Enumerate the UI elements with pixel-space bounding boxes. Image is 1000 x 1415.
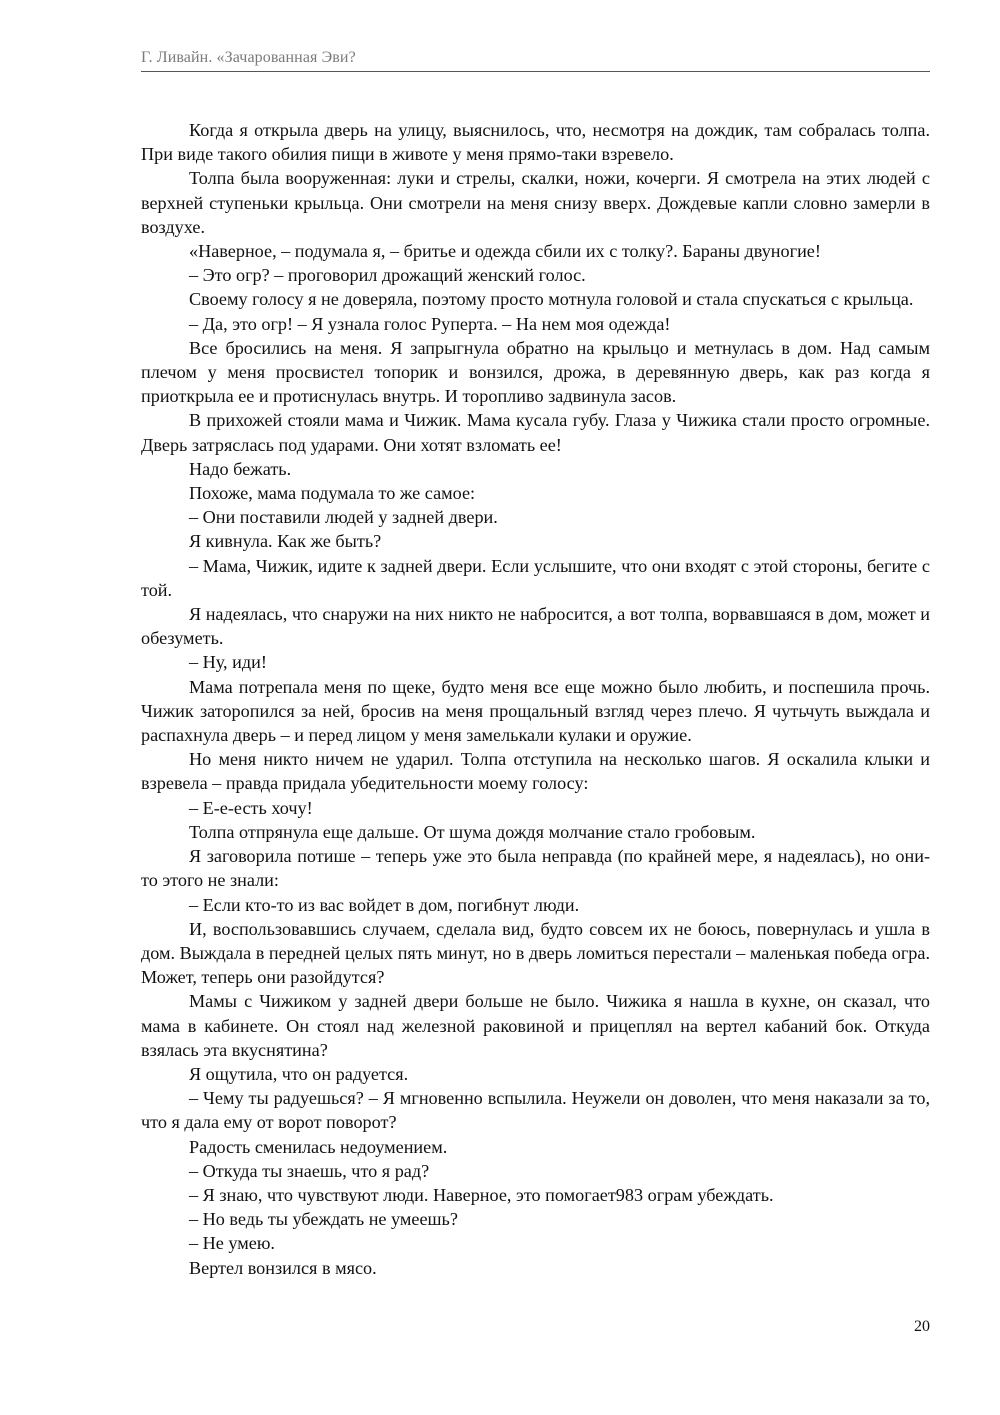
paragraph: – Они поставили людей у задней двери.: [189, 507, 498, 528]
paragraph: – Ну, иди!: [189, 652, 267, 673]
paragraph: – Если кто-то из вас войдет в дом, погибнут люди.: [189, 894, 580, 915]
paragraph: – Откуда ты знаешь, что я рад?: [189, 1160, 430, 1181]
paragraph: Вертел вонзился в мясо.: [189, 1257, 377, 1278]
paragraph: – Е-е-есть хочу!: [189, 797, 313, 818]
running-title: Г. Ливайн. «Зачарованная Эви?: [141, 49, 356, 66]
running-header: [141, 49, 930, 72]
paragraph: Я надеялась, что снаружи на них никто не набросится, а вот толпа, ворвавшаяся в дом, может и обезуметь.: [141, 604, 930, 649]
paragraph: Я кивнула. Как же быть?: [189, 531, 382, 552]
paragraph: Толпа была вооруженная: луки и стрелы, скалки, ножи, кочерги. Я смотрела на этих людей с верхней ступеньки крыльца. Они смотрели на меня снизу вверх. Дождевые капли словно замерли в воздухе.: [141, 168, 930, 237]
paragraph: Я ощутила, что он радуется.: [189, 1063, 409, 1084]
paragraph: Когда я открыла дверь на улицу, выяснилось, что, несмотря на дождик, там собралась толпа. При виде такого обилия пищи в животе у меня прямо-таки взревело.: [141, 120, 930, 165]
paragraph: В прихожей стояли мама и Чижик. Мама кусала губу. Глаза у Чижика стали просто огромные. Дверь затряслась под ударами. Они хотят взломать ее!: [141, 410, 930, 455]
paragraph: Похоже, мама подумала то же самое:: [189, 483, 476, 504]
paragraph: – Чему ты радуешься? – Я мгновенно вспылила. Неужели он доволен, что меня наказали за то, что я дала ему от ворот поворот?: [141, 1088, 930, 1133]
paragraph: Мамы с Чижиком у задней двери больше не было. Чижика я нашла в кухне, он сказал, что мама в кабинете. Он стоял над железной раковиной и прицеплял на вертел кабаний бок. Откуда взялась эта вкуснятина?: [141, 991, 930, 1060]
paragraph: – Да, это огр! – Я узнала голос Руперта. – На нем моя одежда!: [189, 313, 671, 334]
paragraph: Но меня никто ничем не ударил. Толпа отступила на несколько шагов. Я оскалила клыки и взревела – правда придала убедительности моему голосу:: [141, 749, 930, 794]
paragraph: Мама потрепала меня по щеке, будто меня все еще можно было любить, и поспешила прочь. Чижик заторопился за ней, бросив на меня прощальный взгляд через плечо. Я чутьчуть выждала и распахнула дверь – и перед лицом у меня замелькали кулаки и оружие.: [141, 676, 930, 746]
paragraph: Все бросились на меня. Я запрыгнула обратно на крыльцо и метнулась в дом. Над самым плечом у меня просвистел топорик и вонзился, дрожа, в деревянную дверь, как раз когда я приоткрыла ее и протиснулась внутрь. И торопливо задвинула засов.: [141, 337, 930, 407]
paragraph: – Я знаю, что чувствуют люди. Наверное, это помогает983 ограм убеждать.: [189, 1184, 774, 1205]
paragraph: – Но ведь ты убеждать не умеешь?: [189, 1209, 458, 1230]
body-text: [141, 118, 930, 1280]
page-number: 20: [914, 1318, 930, 1335]
paragraph: – Это огр? – проговорил дрожащий женский голос.: [189, 265, 586, 286]
paragraph: Толпа отпрянула еще дальше. От шума дождя молчание стало гробовым.: [189, 821, 756, 842]
paragraph: Радость сменилась недоумением.: [189, 1136, 448, 1157]
paragraph: Надо бежать.: [189, 458, 292, 479]
paragraph: И, воспользовавшись случаем, сделала вид, будто совсем их не боюсь, повернулась и ушла в дом. Выждала в передней целых пять минут, но в дверь ломиться перестали – маленькая победа огра. Может, теперь они разойдутся?: [141, 918, 930, 988]
paragraph: «Наверное, – подумала я, – бритье и одежда сбили их с толку?. Бараны двуногие!: [189, 241, 821, 262]
paragraph: Я заговорила потише – теперь уже это была неправда (по крайней мере, я надеялась), но они-то этого не знали:: [141, 846, 930, 891]
paragraph: Своему голосу я не доверяла, поэтому просто мотнула головой и стала спускаться с крыльца.: [189, 289, 914, 310]
paragraph: – Мама, Чижик, идите к задней двери. Если услышите, что они входят с этой стороны, бегите с той.: [141, 555, 930, 600]
paragraph: – Не умею.: [189, 1233, 275, 1254]
